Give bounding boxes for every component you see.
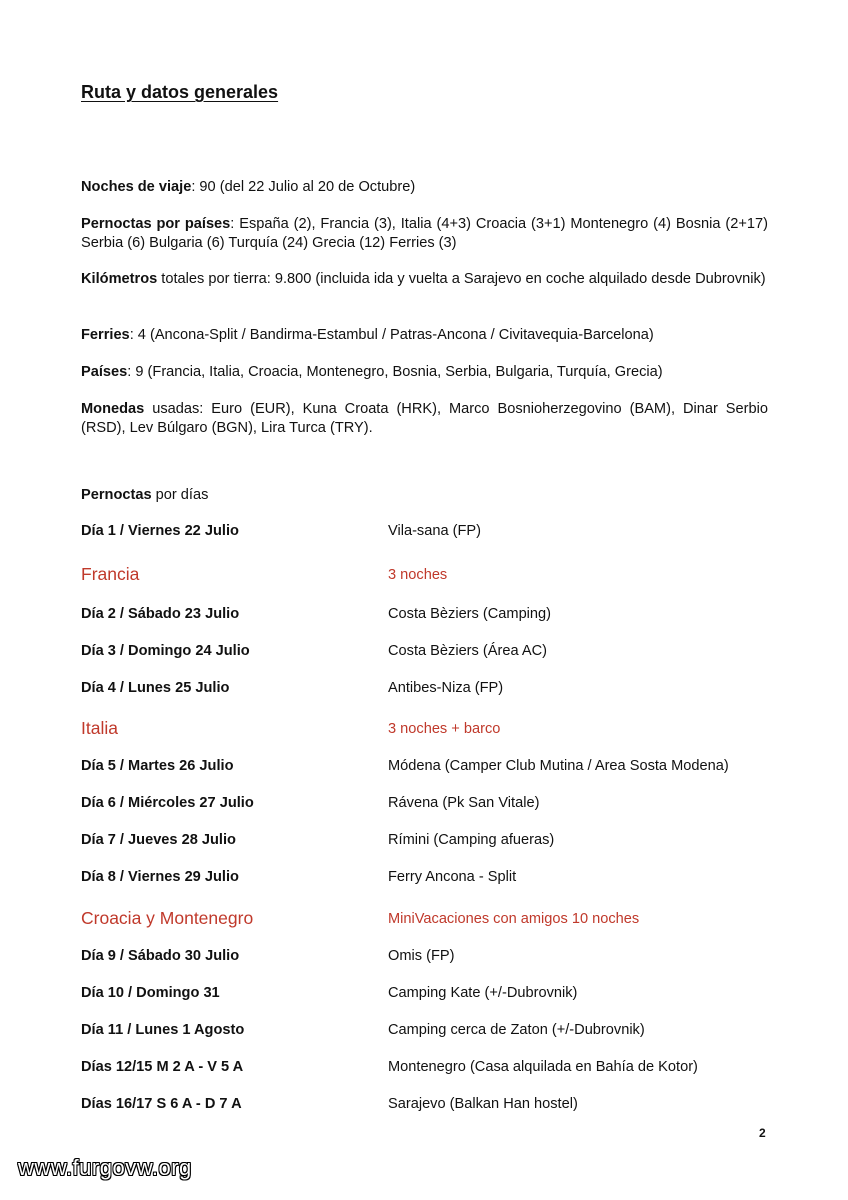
itinerary-row xyxy=(81,680,771,700)
itinerary-day: Día 9 / Sábado 30 Julio xyxy=(81,948,240,964)
currencies-label: Monedas xyxy=(81,401,145,417)
ferries-paragraph xyxy=(81,326,768,345)
ferries-text: : 4 (Ancona-Split / Bandirma-Estambul / Patras-Ancona / Civitavequia-Barcelona) xyxy=(129,327,654,343)
itinerary-place: Rávena (Pk San Vitale) xyxy=(388,795,540,811)
itinerary-row xyxy=(81,795,771,815)
nights-label: Noches de viaje xyxy=(81,179,192,195)
itinerary-row xyxy=(81,643,771,663)
countries-text: : 9 (Francia, Italia, Croacia, Montenegro, Bosnia, Serbia, Bulgaria, Turquía, Grecia) xyxy=(127,364,663,380)
stays-by-country-text: : España (2), Francia (3), Italia (4+3) Croacia (3+1) Montenegro (4) Bosnia (2+17) Serbia (6) Bulgaria (6) Turquía (24) Grecia (12) Ferries (3) xyxy=(81,216,768,251)
itinerary-row xyxy=(81,1096,771,1116)
section-note: 3 noches + barco xyxy=(388,721,501,737)
itinerary-day: Día 6 / Miércoles 27 Julio xyxy=(81,795,254,811)
itinerary-row xyxy=(81,523,771,543)
section-country: Italia xyxy=(81,718,118,738)
itinerary-place: Antibes-Niza (FP) xyxy=(388,680,504,696)
page-title: Ruta y datos generales xyxy=(81,82,279,102)
country-section-header xyxy=(81,564,771,588)
itinerary-row xyxy=(81,948,771,968)
itinerary-place: Montenegro (Casa alquilada en Bahía de Kotor) xyxy=(388,1059,698,1075)
currencies-text: usadas: Euro (EUR), Kuna Croata (HRK), Marco Bosnioherzegovino (BAM), Dinar Serbio (RSD), Lev Búlgaro (BGN), Lira Turca (TRY). xyxy=(81,401,768,436)
watermark: www.furgovw.org xyxy=(18,1155,192,1180)
section-country: Croacia y Montenegro xyxy=(81,908,254,928)
itinerary-day: Día 11 / Lunes 1 Agosto xyxy=(81,1022,245,1038)
itinerary-place: Costa Bèziers (Área AC) xyxy=(388,643,547,659)
stays-by-country-label: Pernoctas por países xyxy=(81,216,231,232)
kilometers-label: Kilómetros xyxy=(81,271,158,287)
nights-paragraph xyxy=(81,178,768,197)
itinerary-row xyxy=(81,869,771,889)
itinerary-day: Día 7 / Jueves 28 Julio xyxy=(81,832,236,848)
kilometers-text: totales por tierra: 9.800 (incluida ida y vuelta a Sarajevo en coche alquilado desde Dubrovnik) xyxy=(157,271,766,287)
itinerary-place: Costa Bèziers (Camping) xyxy=(388,606,552,622)
itinerary-day: Días 16/17 S 6 A - D 7 A xyxy=(81,1096,242,1112)
itinerary-place: Vila-sana (FP) xyxy=(388,523,481,539)
stays-by-day-heading xyxy=(81,486,768,505)
section-country: Francia xyxy=(81,564,140,584)
stays-by-day-label: Pernoctas xyxy=(81,487,152,503)
itinerary-place: Ferry Ancona - Split xyxy=(388,869,517,885)
itinerary-place: Omis (FP) xyxy=(388,948,455,964)
itinerary-day: Día 10 / Domingo 31 xyxy=(81,985,220,1001)
itinerary-place: Sarajevo (Balkan Han hostel) xyxy=(388,1096,578,1112)
currencies-paragraph xyxy=(81,400,768,438)
kilometers-paragraph xyxy=(81,270,768,289)
itinerary-day: Día 1 / Viernes 22 Julio xyxy=(81,523,239,539)
section-note: MiniVacaciones con amigos 10 noches xyxy=(388,911,640,927)
itinerary-row xyxy=(81,1022,771,1042)
itinerary-day: Día 3 / Domingo 24 Julio xyxy=(81,643,250,659)
countries-label: Países xyxy=(81,364,128,380)
itinerary-place: Camping cerca de Zaton (+/-Dubrovnik) xyxy=(388,1022,645,1038)
section-note: 3 noches xyxy=(388,567,448,583)
ferries-label: Ferries xyxy=(81,327,130,343)
itinerary-row xyxy=(81,758,771,778)
stays-by-day-text: por días xyxy=(151,487,209,503)
itinerary-day: Días 12/15 M 2 A - V 5 A xyxy=(81,1059,244,1075)
itinerary-row xyxy=(81,606,771,626)
stays-by-country-paragraph xyxy=(81,215,768,253)
itinerary-place: Módena (Camper Club Mutina / Area Sosta Modena) xyxy=(388,758,729,774)
countries-paragraph xyxy=(81,363,768,382)
nights-text: : 90 (del 22 Julio al 20 de Octubre) xyxy=(191,179,416,195)
itinerary-day: Día 5 / Martes 26 Julio xyxy=(81,758,234,774)
itinerary-row xyxy=(81,985,771,1005)
country-section-header xyxy=(81,718,771,742)
page-number: 2 xyxy=(759,1126,766,1140)
itinerary-place: Rímini (Camping afueras) xyxy=(388,832,555,848)
country-section-header xyxy=(81,908,771,932)
itinerary-row xyxy=(81,1059,771,1079)
itinerary-place: Camping Kate (+/-Dubrovnik) xyxy=(388,985,578,1001)
itinerary-day: Día 8 / Viernes 29 Julio xyxy=(81,869,239,885)
itinerary-day: Día 2 / Sábado 23 Julio xyxy=(81,606,240,622)
itinerary-row xyxy=(81,832,771,852)
itinerary-day: Día 4 / Lunes 25 Julio xyxy=(81,680,230,696)
